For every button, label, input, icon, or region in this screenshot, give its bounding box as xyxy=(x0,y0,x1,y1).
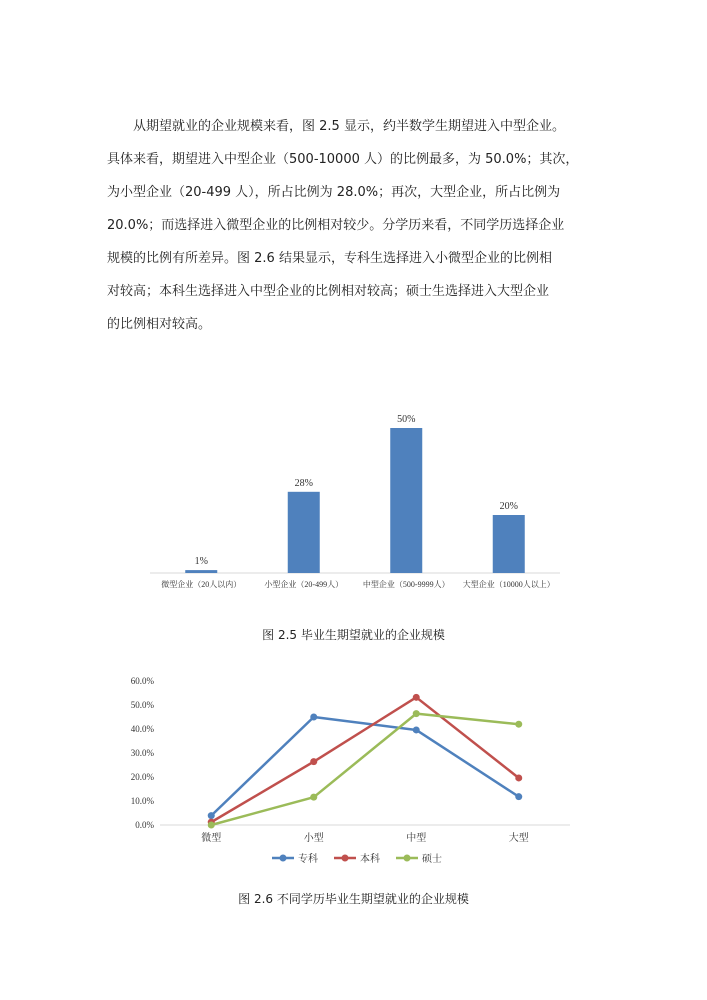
legend-item xyxy=(396,852,442,865)
y-tick-label: 40.0% xyxy=(130,724,154,734)
x-tick-label: 中型 xyxy=(406,833,427,844)
data-point xyxy=(310,794,317,801)
bar xyxy=(288,492,320,573)
data-label: 20% xyxy=(499,501,518,512)
y-tick-label: 10.0% xyxy=(130,796,154,806)
data-point xyxy=(515,774,522,781)
series-line xyxy=(211,717,519,816)
line-chart-by-degree xyxy=(110,668,590,873)
y-tick-label: 0.0% xyxy=(135,820,154,830)
y-tick-label: 30.0% xyxy=(130,748,154,758)
bar-chart-enterprise-size xyxy=(140,400,570,610)
data-label: 1% xyxy=(194,556,208,568)
data-point xyxy=(413,694,420,701)
data-point xyxy=(310,758,317,765)
data-point xyxy=(208,812,215,819)
legend-label: 硕士 xyxy=(422,854,442,865)
paragraph-line: 具体来看，期望进入中型企业（500-10000 人）的比例最多，为 50.0%；其次， xyxy=(107,152,579,167)
bar xyxy=(185,570,217,573)
legend-label: 专科 xyxy=(298,854,318,865)
paragraph-line: 为小型企业（20-499 人），所占比例为 28.0%；再次，大型企业，所占比例为 xyxy=(107,185,561,200)
legend-marker xyxy=(342,855,349,862)
x-tick-label: 微型企业（20人以内） xyxy=(161,580,242,589)
data-label: 28% xyxy=(294,477,313,489)
figure-caption-2-5: 图 2.5 毕业生期望就业的企业规模 xyxy=(262,628,445,642)
paragraph-line: 规模的比例有所差异。图 2.6 结果显示，专科生选择进入小微型企业的比例相 xyxy=(107,251,552,266)
line-chart-svg xyxy=(110,668,590,873)
x-tick-label: 微型 xyxy=(201,833,222,844)
data-point xyxy=(413,710,420,717)
x-tick-label: 小型 xyxy=(303,833,324,844)
data-point xyxy=(515,721,522,728)
paragraph-line: 20.0%；而选择进入微型企业的比例相对较少。分学历来看，不同学历选择企业 xyxy=(107,218,565,233)
legend-label: 本科 xyxy=(360,854,380,865)
figure-caption-2-6: 图 2.6 不同学历毕业生期望就业的企业规模 xyxy=(238,892,469,906)
series-line xyxy=(211,697,519,822)
legend-item xyxy=(272,852,318,865)
x-tick-label: 大型 xyxy=(508,833,529,844)
legend-marker xyxy=(280,855,287,862)
legend-marker xyxy=(404,855,411,862)
data-label: 50% xyxy=(397,414,416,425)
x-tick-label: 中型企业（500-9999人） xyxy=(362,580,450,589)
legend-item xyxy=(334,852,380,865)
y-tick-label: 50.0% xyxy=(130,700,154,710)
bar-chart-svg xyxy=(140,400,570,610)
bar xyxy=(493,515,525,573)
data-point xyxy=(413,726,420,733)
bar xyxy=(390,428,422,573)
paragraph-line: 的比例相对较高。 xyxy=(107,317,212,332)
data-point xyxy=(208,822,215,829)
y-tick-label: 60.0% xyxy=(130,676,154,686)
body-paragraph xyxy=(107,110,597,341)
x-tick-label: 大型企业（10000人以上） xyxy=(462,580,555,589)
x-tick-label: 小型企业（20-499人） xyxy=(264,580,344,589)
paragraph-line: 对较高；本科生选择进入中型企业的比例相对较高；硕士生选择进入大型企业 xyxy=(107,284,550,299)
paragraph-line: 从期望就业的企业规模来看，图 2.5 显示，约半数学生期望进入中型企业。 xyxy=(133,119,565,134)
y-tick-label: 20.0% xyxy=(130,772,154,782)
data-point xyxy=(310,714,317,721)
data-point xyxy=(515,793,522,800)
